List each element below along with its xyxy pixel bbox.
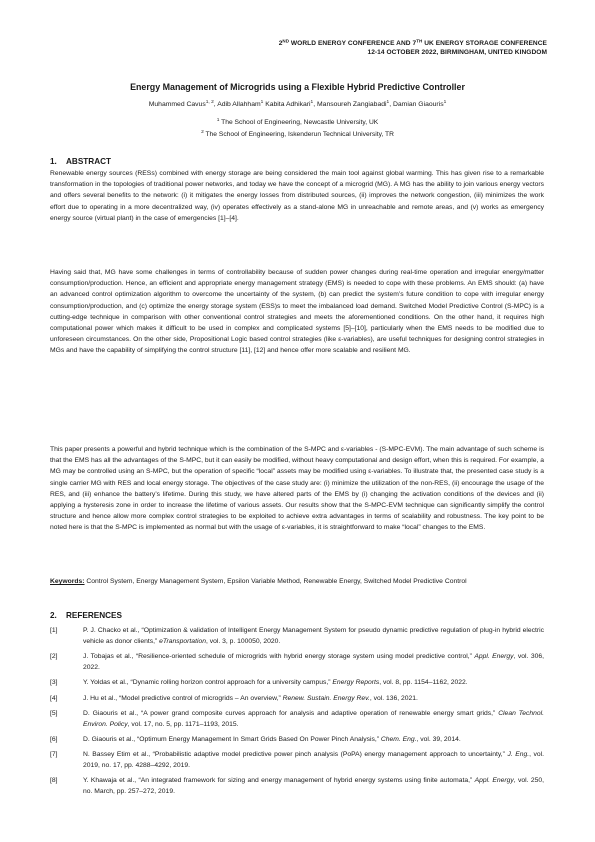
keywords-label: Keywords: [50,578,85,585]
reference-item: [5] D. Giaouris et al., “A power grand composite curves approach for analysis and adaptive operation of renewable energy smart grids,” Clean Technol. Environ. Policy, vol. 17, no. 5, pp. 1171–1193, 2015. [50,709,544,728]
abstract-paragraph-2: Having said that, MG have some challenges in terms of controllability because of sudden power changes during real-time operation and irregular energy/matter consumption/production. Hence, an efficient and appropriate energy management strategy (EMS) is needed to cope with these problems. An EMS should: (a) have an advanced control optimization algorithm to overcome the uncertainty of the system, (b) can predict the system’s future condition to cope with irregular energy consumption/production, and (c) optimize the energy storage system (ESS)s to meet the imbalanced load demand. Switched Model Predictive Control (S-MPC) is a cutting-edge technique in comparison with other conventional control strategies and meets the aforementioned conditions. On the other hand, it requires high computational power which makes it difficult to be used in complex and complicated systems [5]–[10], particularly when the EMS needs to be modified due to unforeseen circumstances. On the other side, Propositional Logic based control strategies (like ε-variables), are useful techniques for designing control strategies in MGs and have the capability of simplifying the control structure [11], [12] and hence offer more scalable and resilient MG. [50,269,544,355]
author: Damian Giaouris$^1$ [392,100,447,108]
author: Kabita Adhikari$^1$, [265,100,317,108]
reference-item: [8] Y. Khawaja et al., “An integrated framework for sizing and energy management of hybrid energy systems using finite automata,” Appl. Energy, vol. 250, no. March, pp. 257–272, 2019. [50,777,544,796]
paper-title: Energy Management of Microgrids using a Flexible Hybrid Predictive Controller [130,82,465,92]
abstract-paragraph-1: Renewable energy sources (RESs) combined with energy storage are being considered the main tool against global warming. This has given rise to a remarkable transformation in the topologies of traditional power networks, and today we have the concept of a microgrid (MG). A MG has the ability to join various energy vectors and offers several benefits to the network: (i) it mitigates the energy losses from distributed sources, (ii) improves the network congestion, (iii) minimizes the work effort due to operating in a more decentralized way, (iv) operates effectively as a stand-alone MG in unreachable and remote areas, and (v) works as emergency energy source (virtual plant) in the case of emergencies [1]–[4]. [50,170,544,222]
affiliation-2: $^2$ The School of Engineering, Iskenderun Technical University, TR [201,130,394,138]
conference-header [279,39,547,57]
reference-item: [4] J. Hu et al., “Model predictive control of microgrids – An overview,” Renew. Sustain. Energy Rev., vol. 136, 2021. [50,694,418,702]
author-list [0,101,595,108]
references-heading: 2. REFERENCES [50,611,122,620]
author: Adib Allahham$^1$ [217,100,264,108]
keywords: Keywords: Control System, Energy Management System, Epsilon Variable Method, Renewable Energy, Switched Model Predictive Control [50,578,467,585]
reference-item: [1] P. J. Chacko et al., “Optimization & validation of Intelligent Energy Management System for pseudo dynamic predictive regulation of plug-in hybrid electric vehicle as donor clients,” eTransportation, vol. 3, p. 100050, 2020. [50,627,544,645]
reference-item: [2] J. Tobajas et al., “Resilience-oriented schedule of microgrids with hybrid energy storage system using model predictive control,” Appl. Energy, vol. 306, 2022. [50,653,544,672]
reference-item: [6] D. Giaouris et al., “Optimum Energy Management In Smart Grids Based On Power Pinch Analysis,” Chem. Eng., vol. 39, 2014. [50,735,461,743]
author: Muhammed Cavus$^{1, 2}$, [148,100,218,108]
abstract-heading: 1. ABSTRACT [50,157,112,166]
author: Mansoureh Zangiabadi$^1$, [317,100,393,108]
conference-line-1: 2ND WORLD ENERGY CONFERENCE AND 7TH UK ENERGY STORAGE CONFERENCE [278,38,547,47]
reference-list [50,625,544,802]
affiliation-1: $^1$ The School of Engineering, Newcastle University, UK [216,118,379,126]
abstract-paragraph-3: This paper presents a powerful and hybrid technique which is the combination of the S-MPC and ε-variables - (S-MPC-EVM). The main advantage of such scheme is that the EMS has all the advantages of the S-MPC, but it can easily be modified, without heavy computational and design effort, when this is required. For example, a MG may be controlled using an S-MPC, but the operation of specific “local” assets may be modified using ε-variables. To illustrate that, the presented case study is a single carrier MG with RES and local energy storage. The objectives of the case study are: (i) minimize the utilization of the non-RES, (ii) encourage the usage of the RES, and (iii) enhance the battery’s lifetime. During this study, we have altered parts of the EMS by (i) changing the activation conditions of the devices and (ii) applying a hysteresis zone in order to increase the lifetime of various assets. Our results show that the S-MPC-EVM technique can significantly simplify the control structure and hence allow more complex control strategies to be exploited to achieve extra advantages in terms of scalability and robustness. The key point to be noted here is that the S-MPC is implemented as normal but with the usage of ε-variables, it is straightforward to make “local” changes to the EMS. [50,446,544,532]
conference-line-2: 12-14 OCTOBER 2022, BIRMINGHAM, UNITED KINGDOM [367,49,547,56]
reference-item: [7] N. Bassey Etim et al., “Probabilistic adaptive model predictive power pinch analysis (PoPA) energy management approach to uncertainty,” J. Eng., vol. 2019, no. 17, pp. 4288–4292, 2019. [50,751,544,770]
reference-item: [3] Y. Yoldas et al., “Dynamic rolling horizon control approach for a university campus,” Energy Reports, vol. 8, pp. 1154–1162, 2022. [50,679,468,687]
